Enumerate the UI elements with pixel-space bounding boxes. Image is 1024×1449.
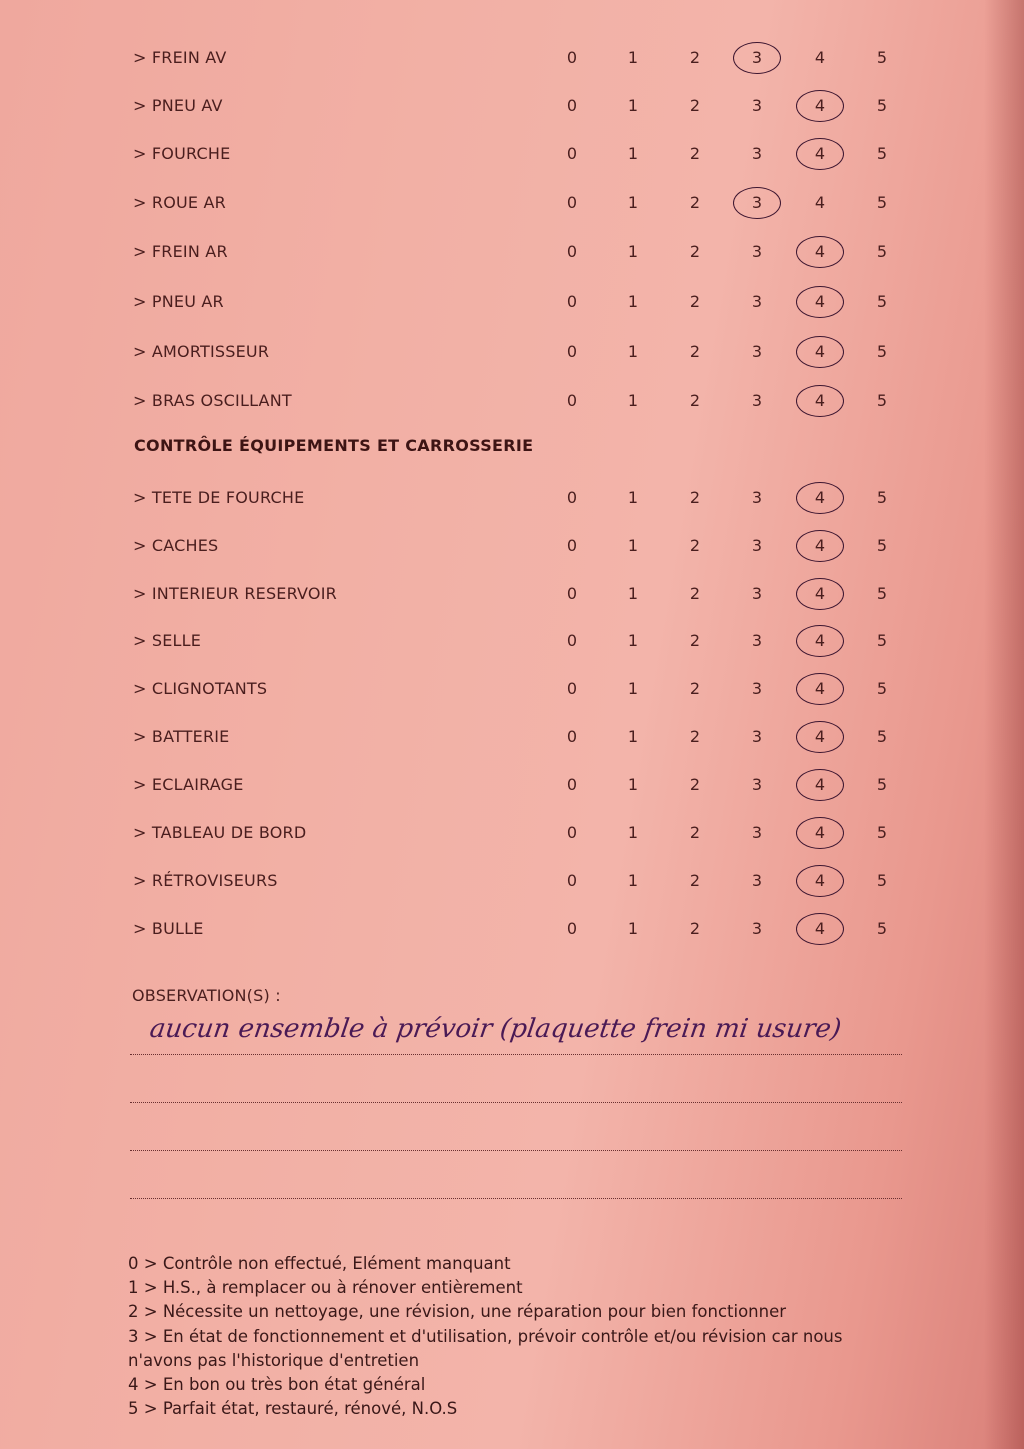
score-0: 0 xyxy=(566,584,578,603)
legend-item: 2 > Nécessite un nettoyage, une révision, une réparation pour bien fonctionner xyxy=(128,1302,787,1321)
rating-row xyxy=(0,532,1024,562)
observation-line-3 xyxy=(130,1150,902,1151)
score-4: 4 xyxy=(814,391,826,410)
selected-score-circle xyxy=(796,530,844,562)
score-3: 3 xyxy=(751,823,763,842)
rating-row-label: > AMORTISSEUR xyxy=(133,342,270,361)
legend-item: 5 > Parfait état, restauré, rénové, N.O.S xyxy=(128,1399,458,1418)
selected-score-circle xyxy=(796,336,844,368)
rating-row-label: > PNEU AV xyxy=(133,96,223,115)
selected-score-circle xyxy=(796,482,844,514)
rating-row-label: > FREIN AV xyxy=(133,48,227,67)
score-0: 0 xyxy=(566,144,578,163)
score-1: 1 xyxy=(627,391,639,410)
score-4: 4 xyxy=(814,631,826,650)
rating-row-label: > BATTERIE xyxy=(133,727,230,746)
score-4: 4 xyxy=(814,242,826,261)
score-0: 0 xyxy=(566,536,578,555)
selected-score-circle xyxy=(796,721,844,753)
score-0: 0 xyxy=(566,193,578,212)
selected-score-circle xyxy=(733,42,781,74)
score-4: 4 xyxy=(814,292,826,311)
score-0: 0 xyxy=(566,391,578,410)
score-1: 1 xyxy=(627,823,639,842)
selected-score-circle xyxy=(733,187,781,219)
score-5: 5 xyxy=(876,536,888,555)
score-2: 2 xyxy=(689,96,701,115)
score-3: 3 xyxy=(751,679,763,698)
score-5: 5 xyxy=(876,584,888,603)
rating-row-label: > FREIN AR xyxy=(133,242,228,261)
rating-row xyxy=(0,915,1024,945)
score-4: 4 xyxy=(814,96,826,115)
score-3: 3 xyxy=(751,193,763,212)
score-5: 5 xyxy=(876,342,888,361)
rating-row xyxy=(0,580,1024,610)
score-2: 2 xyxy=(689,919,701,938)
score-1: 1 xyxy=(627,775,639,794)
rating-row-label: > SELLE xyxy=(133,631,202,650)
score-0: 0 xyxy=(566,871,578,890)
score-1: 1 xyxy=(627,193,639,212)
score-0: 0 xyxy=(566,631,578,650)
rating-row xyxy=(0,484,1024,514)
score-2: 2 xyxy=(689,48,701,67)
score-5: 5 xyxy=(876,823,888,842)
rating-row-label: > BULLE xyxy=(133,919,204,938)
rating-row-label: > ECLAIRAGE xyxy=(133,775,244,794)
section-title: CONTRÔLE ÉQUIPEMENTS ET CARROSSERIE xyxy=(134,436,534,455)
selected-score-circle xyxy=(796,236,844,268)
score-1: 1 xyxy=(627,292,639,311)
selected-score-circle xyxy=(796,817,844,849)
score-3: 3 xyxy=(751,871,763,890)
selected-score-circle xyxy=(796,625,844,657)
rating-row xyxy=(0,338,1024,368)
score-4: 4 xyxy=(814,48,826,67)
rating-row xyxy=(0,723,1024,753)
rating-row-label: > ROUE AR xyxy=(133,193,226,212)
score-0: 0 xyxy=(566,48,578,67)
rating-row xyxy=(0,867,1024,897)
observation-line-2 xyxy=(130,1102,902,1103)
observations-handwritten-text: aucun ensemble à prévoir (plaquette frein mi usure) xyxy=(147,1014,844,1044)
score-5: 5 xyxy=(876,488,888,507)
rating-row xyxy=(0,92,1024,122)
score-3: 3 xyxy=(751,919,763,938)
score-2: 2 xyxy=(689,144,701,163)
observation-line-4 xyxy=(130,1198,902,1199)
score-4: 4 xyxy=(814,775,826,794)
score-3: 3 xyxy=(751,584,763,603)
rating-row xyxy=(0,771,1024,801)
rating-row-label: > CLIGNOTANTS xyxy=(133,679,268,698)
score-3: 3 xyxy=(751,242,763,261)
rating-row-label: > TABLEAU DE BORD xyxy=(133,823,307,842)
rating-row-label: > TETE DE FOURCHE xyxy=(133,488,305,507)
score-5: 5 xyxy=(876,48,888,67)
score-0: 0 xyxy=(566,342,578,361)
rating-row xyxy=(0,819,1024,849)
score-3: 3 xyxy=(751,48,763,67)
rating-row xyxy=(0,387,1024,417)
rating-row-label: > BRAS OSCILLANT xyxy=(133,391,292,410)
score-1: 1 xyxy=(627,342,639,361)
score-4: 4 xyxy=(814,919,826,938)
score-1: 1 xyxy=(627,919,639,938)
score-4: 4 xyxy=(814,536,826,555)
observations-label: OBSERVATION(S) : xyxy=(132,986,281,1005)
selected-score-circle xyxy=(796,90,844,122)
score-4: 4 xyxy=(814,727,826,746)
score-1: 1 xyxy=(627,871,639,890)
score-2: 2 xyxy=(689,631,701,650)
score-3: 3 xyxy=(751,96,763,115)
score-5: 5 xyxy=(876,919,888,938)
score-5: 5 xyxy=(876,727,888,746)
score-0: 0 xyxy=(566,488,578,507)
score-4: 4 xyxy=(814,488,826,507)
score-3: 3 xyxy=(751,727,763,746)
score-3: 3 xyxy=(751,775,763,794)
legend-item: 0 > Contrôle non effectué, Elément manquant xyxy=(128,1254,511,1273)
rating-row xyxy=(0,238,1024,268)
score-2: 2 xyxy=(689,536,701,555)
score-3: 3 xyxy=(751,631,763,650)
score-5: 5 xyxy=(876,96,888,115)
rating-row-label: > FOURCHE xyxy=(133,144,231,163)
score-0: 0 xyxy=(566,727,578,746)
score-2: 2 xyxy=(689,727,701,746)
rating-row xyxy=(0,288,1024,318)
score-3: 3 xyxy=(751,488,763,507)
score-5: 5 xyxy=(876,242,888,261)
score-2: 2 xyxy=(689,242,701,261)
score-0: 0 xyxy=(566,679,578,698)
rating-row-label: > CACHES xyxy=(133,536,219,555)
selected-score-circle xyxy=(796,865,844,897)
score-2: 2 xyxy=(689,823,701,842)
score-5: 5 xyxy=(876,775,888,794)
score-4: 4 xyxy=(814,584,826,603)
score-5: 5 xyxy=(876,193,888,212)
score-0: 0 xyxy=(566,775,578,794)
rating-row xyxy=(0,140,1024,170)
rating-row xyxy=(0,675,1024,705)
rating-row xyxy=(0,189,1024,219)
score-3: 3 xyxy=(751,144,763,163)
selected-score-circle xyxy=(796,286,844,318)
score-1: 1 xyxy=(627,96,639,115)
score-1: 1 xyxy=(627,536,639,555)
selected-score-circle xyxy=(796,385,844,417)
score-4: 4 xyxy=(814,871,826,890)
selected-score-circle xyxy=(796,913,844,945)
score-0: 0 xyxy=(566,96,578,115)
score-0: 0 xyxy=(566,242,578,261)
legend-item: n'avons pas l'historique d'entretien xyxy=(128,1351,420,1370)
score-0: 0 xyxy=(566,823,578,842)
score-5: 5 xyxy=(876,679,888,698)
observation-line-1 xyxy=(130,1054,902,1055)
score-4: 4 xyxy=(814,144,826,163)
rating-row xyxy=(0,627,1024,657)
score-1: 1 xyxy=(627,679,639,698)
score-1: 1 xyxy=(627,584,639,603)
score-2: 2 xyxy=(689,342,701,361)
score-3: 3 xyxy=(751,292,763,311)
score-0: 0 xyxy=(566,919,578,938)
score-2: 2 xyxy=(689,871,701,890)
selected-score-circle xyxy=(796,578,844,610)
score-2: 2 xyxy=(689,775,701,794)
rating-row-label: > PNEU AR xyxy=(133,292,224,311)
score-5: 5 xyxy=(876,292,888,311)
rating-row-label: > RÉTROVISEURS xyxy=(133,871,278,890)
score-1: 1 xyxy=(627,48,639,67)
score-5: 5 xyxy=(876,144,888,163)
score-3: 3 xyxy=(751,536,763,555)
score-1: 1 xyxy=(627,242,639,261)
score-2: 2 xyxy=(689,391,701,410)
legend-item: 4 > En bon ou très bon état général xyxy=(128,1375,426,1394)
selected-score-circle xyxy=(796,673,844,705)
score-2: 2 xyxy=(689,584,701,603)
selected-score-circle xyxy=(796,138,844,170)
score-1: 1 xyxy=(627,488,639,507)
score-5: 5 xyxy=(876,871,888,890)
score-4: 4 xyxy=(814,193,826,212)
rating-row xyxy=(0,44,1024,74)
score-0: 0 xyxy=(566,292,578,311)
score-1: 1 xyxy=(627,631,639,650)
score-2: 2 xyxy=(689,488,701,507)
score-3: 3 xyxy=(751,342,763,361)
score-2: 2 xyxy=(689,292,701,311)
score-4: 4 xyxy=(814,823,826,842)
rating-row-label: > INTERIEUR RESERVOIR xyxy=(133,584,337,603)
score-3: 3 xyxy=(751,391,763,410)
score-4: 4 xyxy=(814,342,826,361)
score-5: 5 xyxy=(876,631,888,650)
selected-score-circle xyxy=(796,769,844,801)
score-2: 2 xyxy=(689,193,701,212)
score-4: 4 xyxy=(814,679,826,698)
legend-item: 1 > H.S., à remplacer ou à rénover entièrement xyxy=(128,1278,523,1297)
score-2: 2 xyxy=(689,679,701,698)
score-1: 1 xyxy=(627,727,639,746)
score-1: 1 xyxy=(627,144,639,163)
score-5: 5 xyxy=(876,391,888,410)
legend-item: 3 > En état de fonctionnement et d'utilisation, prévoir contrôle et/ou révision car nous xyxy=(128,1327,843,1346)
